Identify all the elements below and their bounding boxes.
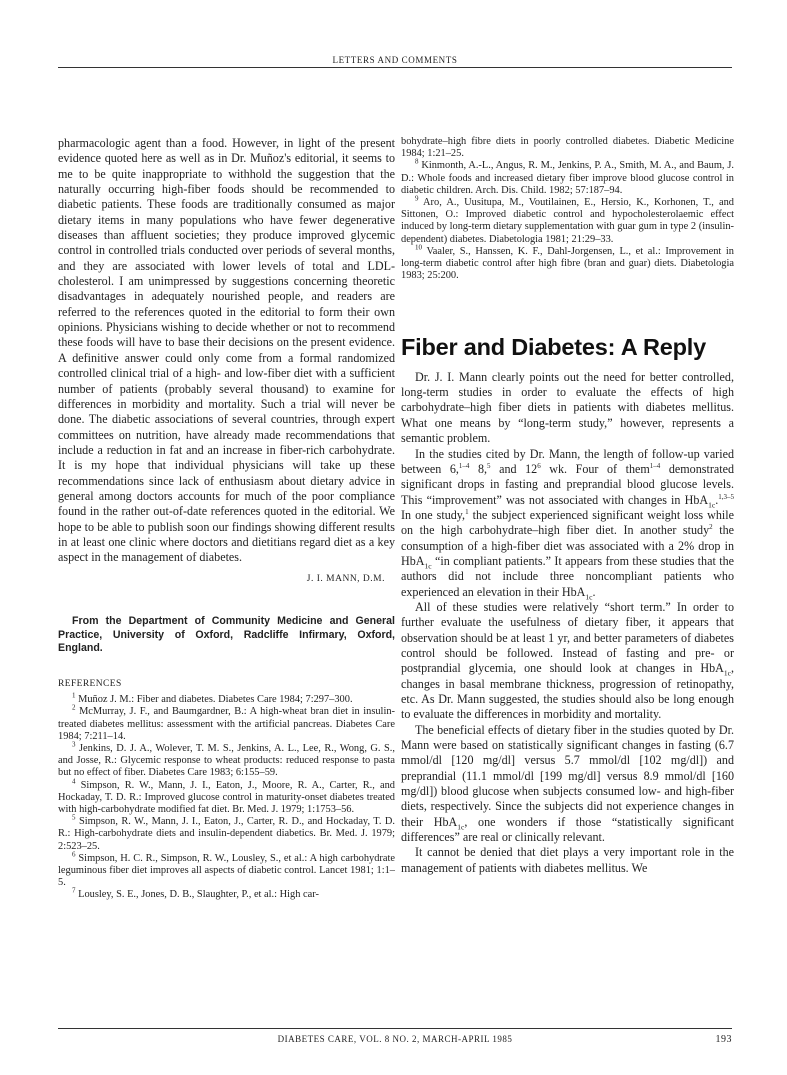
reference-item: $^6$ Simpson, H. C. R., Simpson, R. W., Lousley, S., et al.: A high carbohydrate leguminous fiber diet improves all aspects of diabetic control. Lancet 1981; 1:1–5. xyxy=(58,850,395,889)
reference-continuation: bohydrate–high fibre diets in poorly controlled diabetes. Diabetic Medicine 1984; 1:21–25. xyxy=(401,136,734,160)
page-footer xyxy=(58,1028,732,1044)
author-affiliation: From the Department of Community Medicine and General Practice, University of Oxford, Radcliffe Infirmary, Oxford, England. xyxy=(58,614,395,655)
reference-item: $^{10}$ Vaaler, S., Hanssen, K. F., Dahl-Jorgensen, L., et al.: Improvement in long-term diabetic control after high fibre (bran and guar) diets. Diabetologia 1983; 25:200. xyxy=(401,243,734,282)
reference-item: $^3$ Jenkins, D. J. A., Wolever, T. M. S., Jenkins, A. L., Lee, R., Wong, G. S., and Josse, R.: Glycemic response to wheat products: reduced response to pasta but no effect of fiber. Diabetes Care 1983; 6:155–59. xyxy=(58,740,395,779)
reply-paragraph: The beneficial effects of dietary fiber in the studies quoted by Dr. Mann were based on statistically significant changes in fasting (6.7 mmol/dl [120 mg/dl] versus 5.7 mmol/dl [102 mg/dl]) and preprandial (11.1 mmol/dl [199 mg/dl] versus 8.9 mmol/dl [160 mg/dl]) blood glucose when subjects consumed low- and high-fiber diets, respectively. Since the subjects did not experience changes in their HbA$_{1c}$, one wonders if those “statistically significant differences” are real or clinically relevant. xyxy=(401,722,734,845)
page-number: 193 xyxy=(715,1034,732,1045)
reference-item: $^8$ Kinmonth, A.-L., Angus, R. M., Jenkins, P. A., Smith, M. A., and Baum, J. D.: Whole foods and increased dietary fiber improve blood glucose control in diabetic children. Arch. Dis. Child. 1982; 57:187–94. xyxy=(401,157,734,196)
reference-item: $^5$ Simpson, R. W., Mann, J. I., Eaton, J., Carter, R. D., and Hockaday, T. D. R.: High-carbohydrate diets and insulin-dependent diabetics. Br. Med. J. 1979; 2:523–25. xyxy=(58,813,395,852)
letter-signature: J. I. MANN, D.M. xyxy=(306,573,385,584)
right-column xyxy=(401,136,734,876)
references-list xyxy=(58,691,395,901)
reference-item: $^7$ Lousley, S. E., Jones, D. B., Slaughter, P., et al.: High car- xyxy=(72,886,319,901)
reference-item: $^1$ Muñoz J. M.: Fiber and diabetes. Diabetes Care 1984; 7:297–300. xyxy=(72,691,353,706)
references-heading: REFERENCES xyxy=(58,678,122,689)
reply-title: Fiber and Diabetes: A Reply xyxy=(401,334,706,361)
letter-body: pharmacologic agent than a food. However, in light of the present evidence quoted here as well as in Dr. Muñoz's editorial, it seems to me to be quite inappropriate to withhold the suggestion that the naturally occurring high-fiber foods should be recommended to diabetic patients. These foods are traditionally consumed as major dietary items in many populations who have fewer degenerative diseases than affluent societies; they produce improved glycemic control in controlled trials conducted over periods of several months, and they are associated with lower levels of total and LDL-cholesterol. I am unimpressed by suggestions concerning theoretic disadvantages in adequately nourished people, and readers are referred to the references quoted in the editorial to form their own opinions. Physicians wishing to decide whether or not to recommend these foods will have to base their decisions on the present evidence. A definitive answer could only come from a formal randomized controlled clinical trial of a high- and low-fiber diet with a sufficient number of patients (probably several thousand) to examine for differences in morbidity and mortality. Such a trial will never be done. The diabetic associations of several countries, through expert committees on nutrition, have already made recommendations that include a reduction in fat and an increase in fiber-rich carbohydrate. It is my hope that individual physicians will take up these recommendations since lack of enthusiasm about dietary advice in general among doctors accounts for much of the poor compliance found in the rather out-of-date references quoted in the editorial. We hope to be able to publish soon our findings showing different results in at least one clinic where doctors and dietitians regard diet as a key aspect in the management of diabetes. xyxy=(58,136,395,565)
reply-paragraph: All of these studies were relatively “short term.” In order to further evaluate the usefulness of dietary fiber, it appears that observation should be at least 1 yr, and better parameters of diabetes control should be followed. Instead of fasting and pre- or postprandial glycemia, one should look at changes in HbA$_{1c}$, changes in basal membrane thickness, progression of retinopathy, etc. As Dr. Mann suggested, the studies should also be long enough to evaluate the differences in morbidity and mortality. xyxy=(401,599,734,722)
left-column xyxy=(58,136,395,902)
reply-paragraph: It cannot be denied that diet plays a very important role in the management of patients with diabetes mellitus. We xyxy=(401,845,734,875)
reply-paragraph: In the studies cited by Dr. Mann, the length of follow-up varied between 6,$^{1-4}$ 8,$^5$ and $12^6$ wk. Four of them$^{1-4}$ demonstrated significant drops in fasting and preprandial blood glucose levels. This “improvement” was not associated with changes in HbA$_{1c}$.$^{1,3-5}$ In one study,$^1$ the subject experienced significant weight loss while on the high carbohydrate–high fiber diet. In another study$^2$ the consumption of a high-fiber diet was associated with a 2% drop in HbA$_{1c}$ “in compliant patients.” It appears from these studies that the authors did not include three noncompliant patients who experienced an elevation in their HbA$_{1c}$. xyxy=(401,446,734,601)
reference-item: $^9$ Aro, A., Uusitupa, M., Voutilainen, E., Hersio, K., Korhonen, T., and Sittonen, O.: Improved diabetic control and hypocholesterolaemic effect induced by long-term dietary supplementation with guar gum in type 2 (insulin-dependent) diabetes. Diabetologia 1981; 21:29–33. xyxy=(401,194,734,245)
running-head: LETTERS AND COMMENTS xyxy=(58,55,732,68)
reply-paragraph: Dr. J. I. Mann clearly points out the need for better controlled, long-term studies in order to evaluate the effects of high carbohydrate–high fiber diets in patients with diabetes mellitus. What one means by “long-term study,” however, represents a semantic problem. xyxy=(401,369,734,446)
journal-citation: DIABETES CARE, VOL. 8 NO. 2, MARCH-APRIL 1985 xyxy=(277,1034,513,1044)
reference-item: $^4$ Simpson, R. W., Mann, J. I., Eaton, J., Moore, R. A., Carter, R., and Hockaday, T. D. R.: Improved glucose control in maturity-onset diabetes treated with high-carbohydrate modified fat diet. Br. Med. J. 1979; 1:1753–56. xyxy=(58,777,395,815)
reference-item: $^2$ McMurray, J. F., and Baumgardner, B.: A high-wheat bran diet in insulin-treated diabetes mellitus: assessment with the artificial pancreas. Diabetes Care 1984; 7:211–14. xyxy=(58,703,395,742)
